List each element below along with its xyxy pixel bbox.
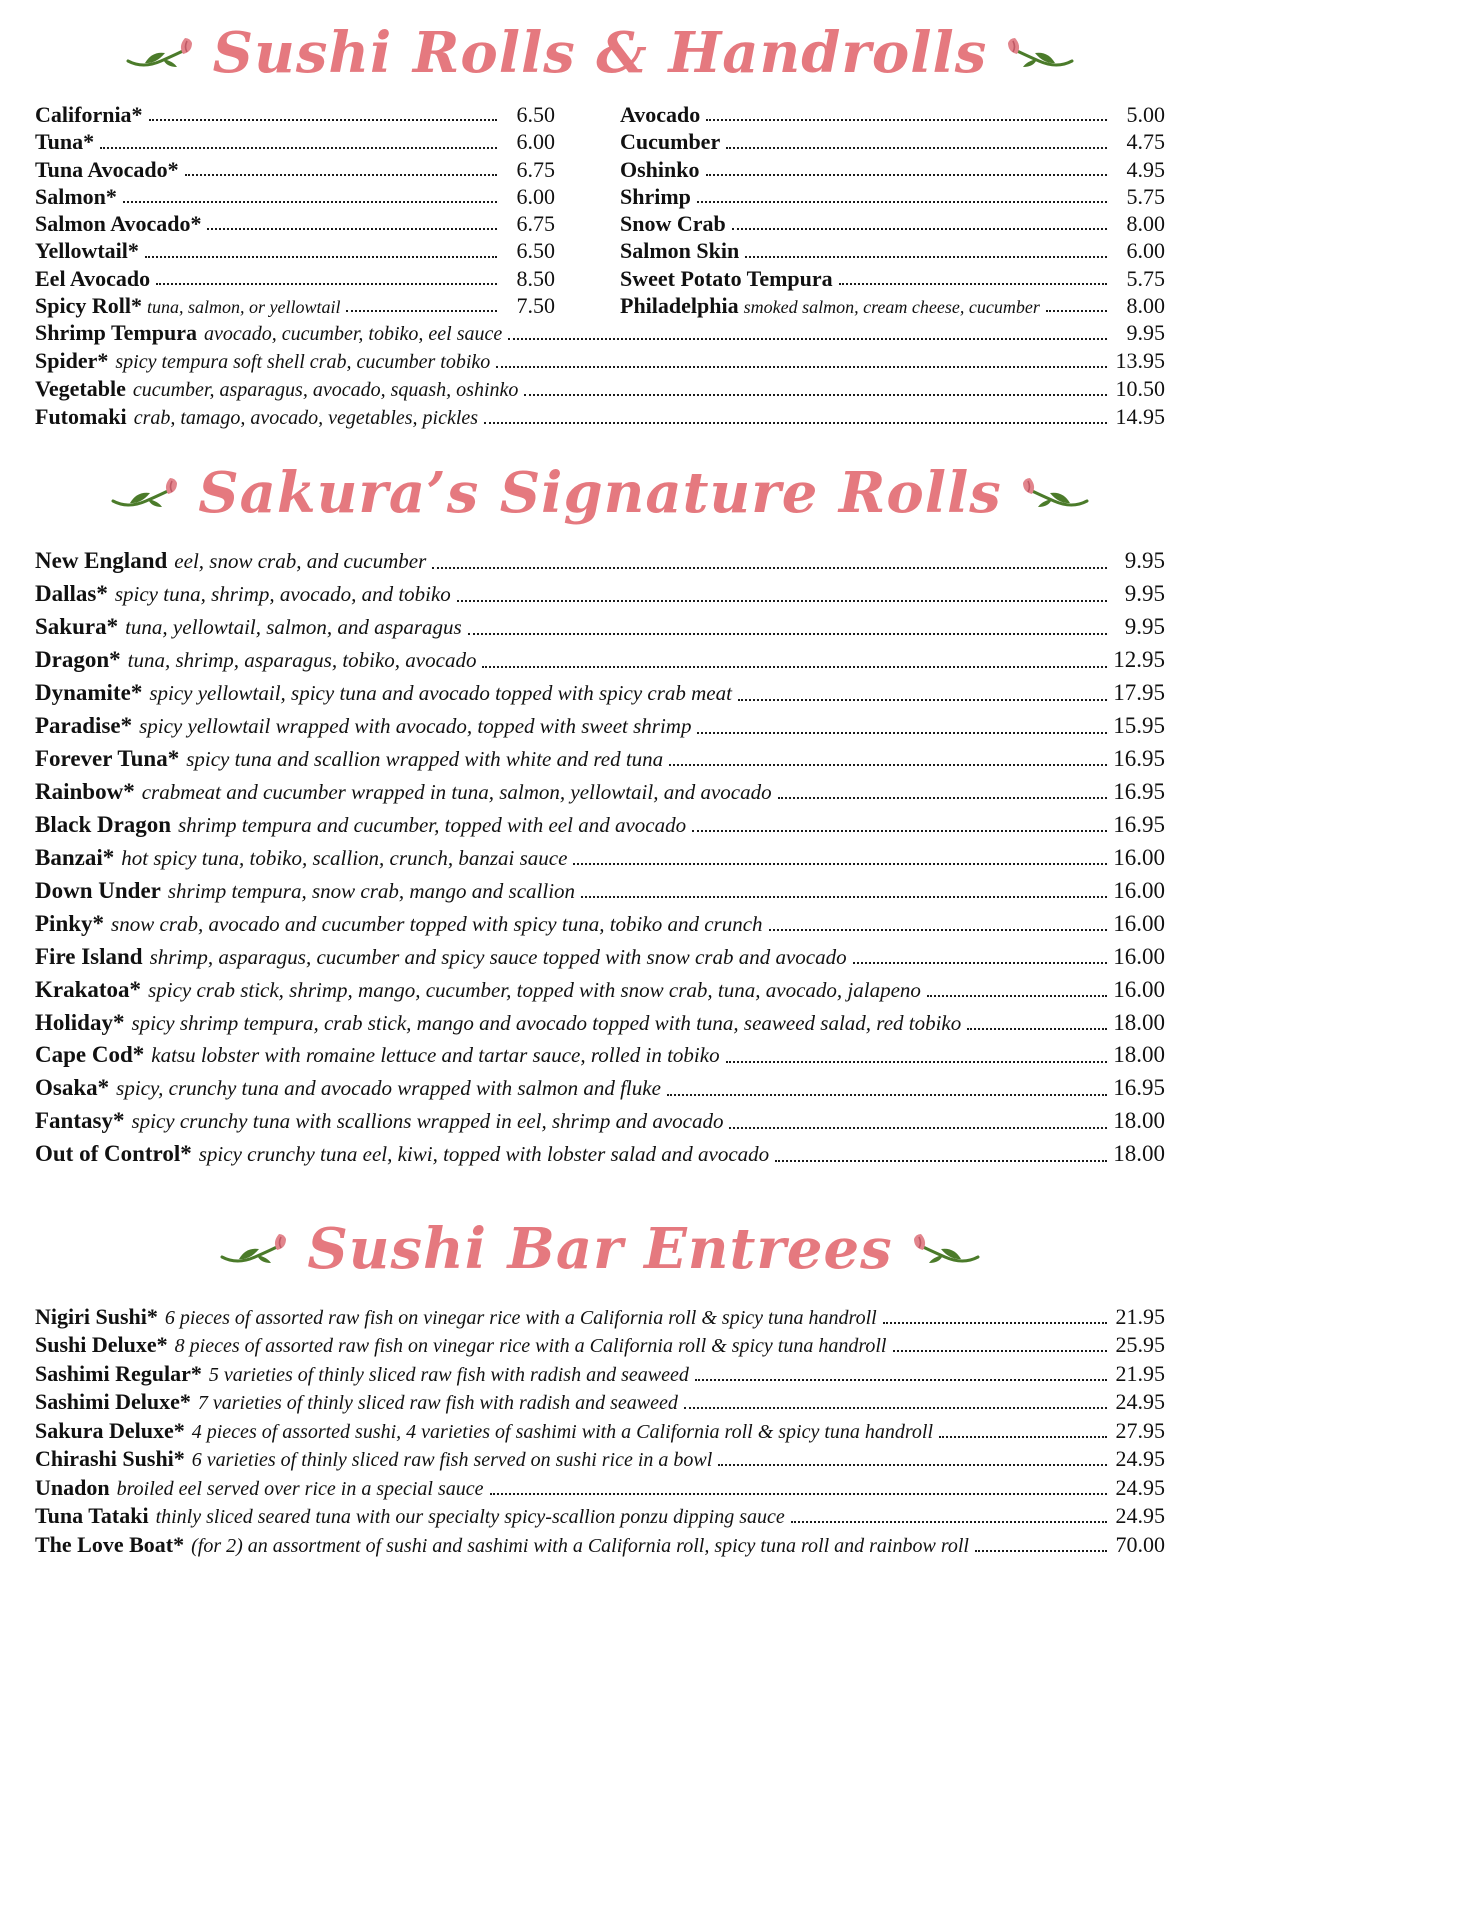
- item-price: 24.95: [1115, 1503, 1165, 1529]
- item-price: 18.00: [1113, 1108, 1165, 1134]
- dotted-leader: [967, 1028, 1107, 1030]
- menu-item: [35, 1418, 1165, 1444]
- item-price: 6.50: [516, 238, 555, 264]
- dotted-leader: [939, 1436, 1107, 1438]
- item-name: Tuna*: [35, 129, 95, 155]
- item-description: spicy tuna, shrimp, avocado, and tobiko: [114, 582, 451, 607]
- item-name: Salmon Avocado*: [35, 211, 202, 237]
- item-name: Dragon*: [35, 647, 121, 673]
- dotted-leader: [432, 567, 1107, 569]
- item-name: Cape Cod*: [35, 1042, 145, 1068]
- item-price: 16.00: [1113, 976, 1165, 1002]
- dotted-leader: [775, 1160, 1107, 1162]
- item-price: 21.95: [1115, 1360, 1165, 1386]
- item-name: Dynamite*: [35, 680, 143, 706]
- menu-item: [35, 404, 1165, 430]
- item-name: Snow Crab: [620, 211, 726, 237]
- item-name: Vegetable: [35, 376, 126, 402]
- item-price: 4.75: [1126, 129, 1165, 155]
- section-heading: [35, 1214, 1165, 1284]
- item-name: Shrimp: [620, 183, 691, 209]
- dotted-leader: [791, 1521, 1107, 1523]
- dotted-leader: [185, 174, 497, 176]
- item-name: Spicy Roll*: [35, 293, 142, 319]
- menu-item: [35, 680, 1165, 706]
- item-name: Sushi Deluxe*: [35, 1332, 168, 1358]
- item-name: Sashimi Deluxe*: [35, 1389, 191, 1415]
- item-price: 8.50: [516, 265, 555, 291]
- item-description: 4 pieces of assorted sushi, 4 varieties of sashimi with a California roll & spicy tuna handroll: [191, 1420, 934, 1443]
- rolls-full-width-items: [35, 320, 1165, 430]
- menu-item: [35, 878, 1165, 904]
- menu-item: [35, 1532, 1165, 1558]
- menu-item: [620, 157, 1165, 182]
- item-price: 70.00: [1115, 1531, 1165, 1557]
- rosebud-vine-icon: [125, 34, 197, 72]
- dotted-leader: [669, 764, 1107, 766]
- item-price: 21.95: [1115, 1303, 1165, 1329]
- item-name: Out of Control*: [35, 1141, 192, 1167]
- menu-item: [35, 293, 555, 318]
- dotted-leader: [732, 228, 1107, 230]
- signature-rolls-items: [35, 548, 1165, 1167]
- menu-item: [35, 1503, 1165, 1529]
- menu-item: [620, 129, 1165, 154]
- dotted-leader: [729, 1127, 1107, 1129]
- item-description: smoked salmon, cream cheese, cucumber: [743, 297, 1040, 318]
- section-title: Sakura’s Signature Rolls: [198, 460, 1002, 527]
- item-name: Unadon: [35, 1474, 110, 1500]
- dotted-leader: [839, 283, 1107, 285]
- item-description: crabmeat and cucumber wrapped in tuna, salmon, yellowtail, and avocado: [141, 779, 772, 804]
- item-name: California*: [35, 102, 143, 127]
- dotted-leader: [496, 366, 1107, 368]
- dotted-leader: [738, 699, 1107, 701]
- item-description: spicy crunchy tuna eel, kiwi, topped with lobster salad and avocado: [198, 1142, 770, 1167]
- menu-item: [35, 845, 1165, 871]
- item-name: Nigiri Sushi*: [35, 1303, 158, 1329]
- item-name: Down Under: [35, 877, 161, 903]
- menu-item: [35, 548, 1165, 574]
- item-name: Osaka*: [35, 1075, 110, 1101]
- item-price: 6.50: [516, 102, 555, 127]
- item-description: spicy tempura soft shell crab, cucumber tobiko: [115, 351, 491, 374]
- menu-item: [35, 1304, 1165, 1330]
- item-name: Sweet Potato Tempura: [620, 265, 833, 291]
- item-name: Salmon*: [35, 183, 117, 209]
- item-price: 9.95: [1124, 581, 1165, 607]
- item-price: 16.00: [1113, 877, 1165, 903]
- dotted-leader: [684, 1407, 1107, 1409]
- item-price: 12.95: [1113, 647, 1165, 673]
- rosebud-vine-icon: [219, 1230, 291, 1268]
- item-price: 5.00: [1126, 102, 1165, 127]
- item-name: Oshinko: [620, 156, 700, 182]
- item-price: 8.00: [1126, 293, 1165, 319]
- dotted-leader: [853, 962, 1107, 964]
- dotted-leader: [207, 228, 497, 230]
- item-description: crab, tamago, avocado, vegetables, pickles: [133, 407, 479, 430]
- rosebud-vine-icon: [1018, 474, 1090, 512]
- item-price: 6.00: [516, 129, 555, 155]
- dotted-leader: [706, 174, 1108, 176]
- item-name: Shrimp Tempura: [35, 320, 197, 346]
- menu-item: [35, 348, 1165, 374]
- item-description: spicy yellowtail, spicy tuna and avocado topped with spicy crab meat: [149, 681, 732, 706]
- item-description: spicy, crunchy tuna and avocado wrapped with salmon and fluke: [116, 1076, 661, 1101]
- item-description: eel, snow crab, and cucumber: [174, 549, 427, 574]
- item-price: 4.95: [1126, 156, 1165, 182]
- dotted-leader: [927, 995, 1107, 997]
- dotted-leader: [573, 863, 1107, 865]
- item-name: Futomaki: [35, 404, 127, 430]
- rosebud-vine-icon: [909, 1230, 981, 1268]
- dotted-leader: [697, 201, 1107, 203]
- section-heading: [35, 18, 1165, 88]
- item-name: Forever Tuna*: [35, 746, 180, 771]
- menu-item: [35, 157, 555, 182]
- section-sushi-bar-entrees: [35, 1214, 1165, 1558]
- menu-item: [35, 614, 1165, 640]
- item-name: Krakatoa*: [35, 976, 142, 1002]
- sushi-bar-entrees-items: [35, 1304, 1165, 1558]
- item-price: 18.00: [1113, 1009, 1165, 1035]
- item-name: Yellowtail*: [35, 238, 139, 264]
- dotted-leader: [893, 1350, 1108, 1352]
- menu-item: [35, 266, 555, 291]
- section-sushi-rolls-handrolls: [35, 18, 1165, 430]
- item-description: shrimp, asparagus, cucumber and spicy sauce topped with snow crab and avocado: [149, 944, 847, 969]
- dotted-leader: [490, 1493, 1107, 1495]
- section-title: Sushi Bar Entrees: [307, 1215, 893, 1282]
- item-price: 9.95: [1124, 548, 1165, 574]
- dotted-leader: [718, 1464, 1107, 1466]
- rolls-two-columns: [35, 102, 1165, 320]
- dotted-leader: [745, 256, 1107, 258]
- dotted-leader: [156, 283, 497, 285]
- menu-item: [35, 1361, 1165, 1387]
- item-price: 16.00: [1113, 910, 1165, 936]
- section-heading: [35, 458, 1165, 528]
- dotted-leader: [726, 147, 1107, 149]
- menu-item: [35, 1332, 1165, 1358]
- dotted-leader: [726, 1061, 1107, 1063]
- item-description: broiled eel served over rice in a special sauce: [116, 1477, 484, 1500]
- menu-item: [35, 1108, 1165, 1134]
- item-description: spicy shrimp tempura, crab stick, mango and avocado topped with tuna, seaweed salad, red tobiko: [131, 1010, 962, 1035]
- item-name: Spider*: [35, 348, 109, 374]
- item-description: 7 varieties of thinly sliced raw fish with radish and seaweed: [197, 1392, 678, 1415]
- item-name: Pinky*: [35, 910, 105, 936]
- item-description: shrimp tempura, snow crab, mango and scallion: [167, 878, 576, 903]
- item-description: 6 varieties of thinly sliced raw fish served on sushi rice in a bowl: [191, 1449, 713, 1472]
- dotted-leader: [484, 422, 1107, 424]
- item-price: 18.00: [1113, 1141, 1165, 1167]
- item-price: 15.95: [1113, 713, 1165, 739]
- menu-item: [620, 266, 1165, 291]
- dotted-leader: [149, 119, 497, 121]
- item-name: Sakura*: [35, 614, 119, 640]
- menu-item: [620, 102, 1165, 127]
- item-name: Holiday*: [35, 1009, 125, 1035]
- dotted-leader: [695, 1379, 1107, 1381]
- item-description: 5 varieties of thinly sliced raw fish with radish and seaweed: [208, 1363, 689, 1386]
- menu-item: [35, 779, 1165, 805]
- menu-item: [35, 746, 1165, 772]
- dotted-leader: [508, 338, 1107, 340]
- item-name: Cucumber: [620, 129, 721, 155]
- item-name: New England: [35, 548, 168, 574]
- dotted-leader: [346, 310, 497, 312]
- item-name: Sashimi Regular*: [35, 1360, 202, 1386]
- dotted-leader: [581, 896, 1107, 898]
- menu-content: [35, 18, 1165, 1558]
- item-price: 14.95: [1115, 404, 1165, 430]
- item-name: Eel Avocado: [35, 265, 151, 291]
- menu-item: [35, 1010, 1165, 1036]
- item-price: 8.00: [1126, 211, 1165, 237]
- rolls-left-column: [35, 102, 555, 320]
- dotted-leader: [468, 633, 1107, 635]
- item-description: spicy tuna and scallion wrapped with white and red tuna: [186, 747, 664, 771]
- menu-item: [35, 977, 1165, 1003]
- dotted-leader: [706, 119, 1107, 121]
- item-price: 5.75: [1126, 265, 1165, 291]
- item-description: (for 2) an assortment of sushi and sashimi with a California roll, spicy tuna roll and rainbow roll: [191, 1534, 969, 1557]
- item-price: 6.00: [516, 183, 555, 209]
- item-name: Rainbow*: [35, 778, 135, 804]
- item-price: 16.00: [1113, 844, 1165, 870]
- item-price: 6.00: [1126, 238, 1165, 264]
- dotted-leader: [769, 929, 1107, 931]
- item-name: Black Dragon: [35, 811, 172, 837]
- item-price: 18.00: [1113, 1042, 1165, 1068]
- item-price: 24.95: [1115, 1389, 1165, 1415]
- item-price: 16.95: [1113, 1075, 1165, 1101]
- item-name: Dallas*: [35, 581, 108, 607]
- menu-item: [35, 320, 1165, 346]
- menu-item: [35, 581, 1165, 607]
- item-description: shrimp tempura and cucumber, topped with eel and avocado: [178, 812, 687, 837]
- item-price: 7.50: [516, 293, 555, 319]
- menu-item: [35, 184, 555, 209]
- menu-item: [35, 812, 1165, 838]
- item-description: 6 pieces of assorted raw fish on vinegar rice with a California roll & spicy tuna handroll: [164, 1306, 877, 1329]
- menu-item: [35, 129, 555, 154]
- item-description: spicy crunchy tuna with scallions wrapped in eel, shrimp and avocado: [131, 1109, 724, 1134]
- item-price: 6.75: [516, 156, 555, 182]
- dotted-leader: [692, 830, 1107, 832]
- item-price: 16.95: [1113, 811, 1165, 837]
- item-description: snow crab, avocado and cucumber topped with spicy tuna, tobiko and crunch: [111, 911, 763, 936]
- menu-item: [35, 911, 1165, 937]
- item-description: tuna, yellowtail, salmon, and asparagus: [125, 615, 462, 640]
- dotted-leader: [975, 1550, 1107, 1552]
- item-name: Banzai*: [35, 844, 115, 870]
- menu-item: [35, 1141, 1165, 1167]
- menu-item: [35, 1446, 1165, 1472]
- item-price: 25.95: [1115, 1332, 1165, 1358]
- menu-item: [35, 211, 555, 236]
- item-price: 9.95: [1126, 320, 1165, 346]
- rosebud-vine-icon: [110, 474, 182, 512]
- item-price: 16.95: [1113, 778, 1165, 804]
- item-name: Philadelphia: [620, 293, 739, 319]
- item-name: Paradise*: [35, 713, 133, 739]
- item-description: spicy yellowtail wrapped with avocado, topped with sweet shrimp: [139, 714, 692, 739]
- item-name: Salmon Skin: [620, 238, 740, 264]
- dotted-leader: [667, 1094, 1107, 1096]
- item-description: tuna, salmon, or yellowtail: [146, 297, 341, 318]
- menu-item: [35, 376, 1165, 402]
- item-price: 27.95: [1115, 1417, 1165, 1443]
- item-description: thinly sliced seared tuna with our specialty spicy-scallion ponzu dipping sauce: [155, 1506, 785, 1529]
- menu-item: [620, 293, 1165, 318]
- item-name: Chirashi Sushi*: [35, 1446, 185, 1472]
- item-price: 16.95: [1113, 746, 1165, 771]
- item-price: 9.95: [1124, 614, 1165, 640]
- item-price: 6.75: [516, 211, 555, 237]
- menu-item: [35, 713, 1165, 739]
- dotted-leader: [524, 394, 1107, 396]
- dotted-leader: [482, 666, 1107, 668]
- dotted-leader: [778, 797, 1107, 799]
- menu-item: [35, 1389, 1165, 1415]
- item-name: Tuna Avocado*: [35, 156, 179, 182]
- item-description: katsu lobster with romaine lettuce and tartar sauce, rolled in tobiko: [151, 1043, 720, 1068]
- rosebud-vine-icon: [1003, 34, 1075, 72]
- dotted-leader: [697, 732, 1107, 734]
- item-description: spicy crab stick, shrimp, mango, cucumber, topped with snow crab, tuna, avocado, jalapeno: [148, 977, 921, 1002]
- menu-item: [35, 102, 555, 127]
- item-price: 13.95: [1115, 348, 1165, 374]
- menu-item: [35, 1042, 1165, 1068]
- menu-item: [35, 944, 1165, 970]
- item-description: hot spicy tuna, tobiko, scallion, crunch, banzai sauce: [121, 845, 568, 870]
- item-price: 16.00: [1113, 943, 1165, 969]
- item-description: 8 pieces of assorted raw fish on vinegar rice with a California roll & spicy tuna handroll: [174, 1335, 887, 1358]
- dotted-leader: [1046, 310, 1107, 312]
- item-price: 24.95: [1115, 1474, 1165, 1500]
- item-price: 10.50: [1115, 376, 1165, 402]
- item-description: cucumber, asparagus, avocado, squash, oshinko: [132, 379, 519, 402]
- item-name: Fire Island: [35, 943, 143, 969]
- dotted-leader: [100, 147, 497, 149]
- menu-item: [620, 211, 1165, 236]
- item-description: avocado, cucumber, tobiko, eel sauce: [204, 323, 503, 346]
- item-price: 24.95: [1115, 1446, 1165, 1472]
- menu-item: [620, 184, 1165, 209]
- menu-item: [620, 238, 1165, 263]
- dotted-leader: [457, 600, 1107, 602]
- menu-item: [35, 1475, 1165, 1501]
- item-name: Fantasy*: [35, 1108, 125, 1134]
- item-name: Sakura Deluxe*: [35, 1417, 185, 1443]
- section-title: Sushi Rolls & Handrolls: [212, 20, 988, 86]
- menu-item: [35, 1075, 1165, 1101]
- dotted-leader: [145, 256, 497, 258]
- item-price: 17.95: [1113, 680, 1165, 706]
- rolls-right-column: [620, 102, 1165, 320]
- item-price: 5.75: [1126, 183, 1165, 209]
- item-name: Avocado: [620, 102, 701, 127]
- item-description: tuna, shrimp, asparagus, tobiko, avocado: [127, 648, 477, 673]
- section-signature-rolls: [35, 458, 1165, 1167]
- item-name: Tuna Tataki: [35, 1503, 149, 1529]
- item-name: The Love Boat*: [35, 1531, 185, 1557]
- dotted-leader: [123, 201, 497, 203]
- menu-item: [35, 647, 1165, 673]
- dotted-leader: [883, 1322, 1107, 1324]
- menu-item: [35, 238, 555, 263]
